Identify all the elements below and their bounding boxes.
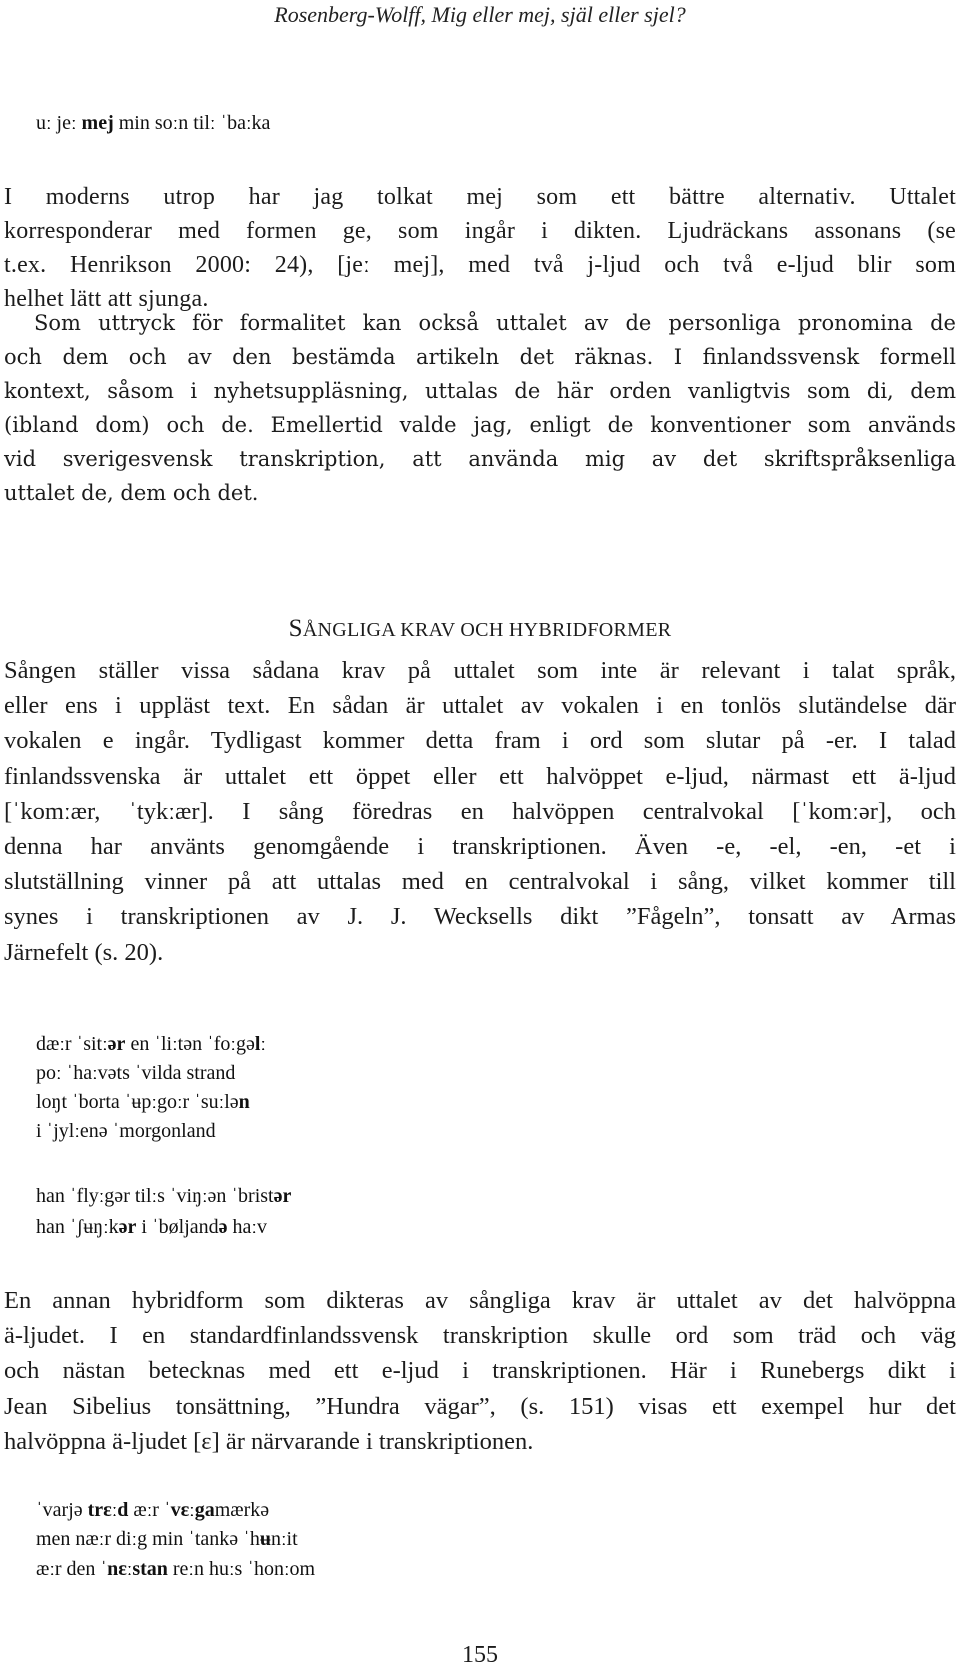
transcription-bold: ər [107, 1033, 126, 1055]
transcription-bold: nɛːstan [107, 1558, 168, 1580]
transcription-text: loŋt ˈborta ˈʉpːgoːr ˈsuːlə [36, 1091, 239, 1113]
paragraph-3 [4, 653, 956, 970]
text-line: En annan hybridform som dikteras av sångliga krav är uttalet av det halvöppna [4, 1287, 956, 1314]
transcription-text: mærkə [214, 1499, 270, 1521]
transcription-text: ˈvarjə [36, 1499, 88, 1521]
running-header: Rosenberg-Wolff, Mig eller mej, själ eller sjel? [274, 2, 686, 27]
text-line: korresponderar med formen ge, som ingår i dikten. Ljudräckans assonans (se [4, 218, 956, 244]
transcription-line [36, 1118, 216, 1144]
text-line: Sången ställer vissa sådana krav på uttalet som inte är relevant i talat språk, [4, 657, 956, 684]
text-line: vid sverigesvensk transkription, att använda mig av det skriftspråksenliga [4, 447, 956, 471]
text-line: synes i transkriptionen av J. J. Wecksells dikt ”Fågeln”, tonsatt av Armas [4, 903, 956, 931]
transcription-line [36, 1556, 315, 1582]
transcription-text: æːr ˈ [128, 1499, 171, 1521]
transcription-line [36, 1089, 250, 1115]
transcription-text: en ˈliːtən ˈfoːgə [125, 1033, 255, 1055]
transcription-bold: ər [118, 1216, 137, 1238]
transcription-text: min soːn tilː ˈbaːka [113, 112, 271, 134]
text-line: vokalen e ingår. Tydligast kommer detta fram i ord som slutar på -er. I talad [4, 727, 956, 755]
text-line: Järnefelt (s. 20). [4, 938, 164, 966]
text-line: halvöppna ä-ljudet [ɛ] är närvarande i transkriptionen. [4, 1427, 534, 1455]
transcription-bold: vɛːga [170, 1499, 215, 1521]
heading-initial: S [288, 615, 303, 642]
transcription-bold: l [254, 1033, 261, 1055]
text-line: finlandssvenska är uttalet ett öppet eller ett halvöppet e-ljud, närmast ett ä-ljud [4, 762, 956, 790]
transcription-text: han ˈflyːgər tilːs ˈviŋːən ˈbrist [36, 1185, 274, 1207]
transcription-line [36, 1214, 267, 1240]
transcription-bold: ʉ [259, 1528, 271, 1550]
transcription-line [36, 1526, 298, 1552]
text-line: denna har använts genomgående i transkriptionen. Även -e, -el, -en, -et i [4, 833, 956, 861]
transcription-text: dæːr ˈsitː [36, 1033, 108, 1055]
text-line: kontext, såsom i nyhetsuppläsning, uttalas de här orden vanligtvis som di, dem [4, 379, 956, 403]
text-line: [ˈkomːær, ˈtykːær]. I sång föredras en halvöppen centralvokal [ˈkomːər], och [4, 797, 956, 825]
transcription-text: reːn huːs ˈhonːom [167, 1558, 316, 1580]
transcription-text: men næːr diːg min ˈtankə ˈh [36, 1528, 260, 1550]
transcription-bold: ər [273, 1185, 292, 1207]
text-line: Som uttryck för formalitet kan också uttalet av de personliga pronomina de [34, 311, 956, 335]
text-line: och dem och av den bestämda artikeln det räknas. I finlandssvensk formell [4, 345, 956, 369]
transcription-line [36, 1031, 266, 1057]
transcription-bold: trɛːd [87, 1499, 129, 1521]
transcription-line [36, 1497, 269, 1523]
transcription-text: haːv [227, 1216, 267, 1238]
transcription-bold: mej [81, 112, 114, 134]
paragraph-2 [4, 306, 956, 510]
paragraph-1 [4, 180, 956, 316]
transcription-text: i ˈbøljand [136, 1216, 219, 1238]
transcription-text: han ˈʃʉŋːk [36, 1216, 119, 1238]
text-line: uttalet de, dem och det. [4, 481, 259, 505]
transcription-text: uː jeː [36, 112, 82, 134]
text-line: (ibland dom) och de. Emellertid valde jag, enligt de konventioner som används [4, 413, 956, 437]
text-line: och nästan betecknas med ett e-ljud i transkriptionen. Här i Runebergs dikt i [4, 1357, 956, 1385]
transcription-bold: ə [218, 1216, 228, 1238]
transcription-example-1 [36, 110, 270, 136]
page-number: 155 [462, 1642, 498, 1668]
text-line: t.ex. Henrikson 2000: 24), [jeː mej], med två j-ljud och två e-ljud blir som [4, 252, 956, 278]
paragraph-4 [4, 1283, 956, 1459]
transcription-text: æːr den ˈ [36, 1558, 108, 1580]
transcription-text: nːit [270, 1528, 298, 1550]
transcription-text: poː ˈhaːvəts ˈvilda strand [36, 1062, 236, 1084]
transcription-line [36, 1183, 291, 1209]
transcription-bold: n [238, 1091, 250, 1113]
transcription-text: i ˈjylːenə ˈmorgonland [36, 1120, 216, 1142]
transcription-line [36, 1060, 235, 1086]
text-line: eller ens i uppläst text. En sådan är uttalet av vokalen i en tonlös slutändelse där [4, 692, 956, 720]
section-heading [0, 615, 960, 643]
text-line: helhet lätt att sjunga. [4, 286, 209, 312]
text-line: ä-ljudet. I en standardfinlandssvensk transkription skulle ord som träd och väg [4, 1322, 956, 1350]
text-line: Jean Sibelius tonsättning, ”Hundra vägar”, (s. 151) visas ett exempel hur det [4, 1392, 956, 1420]
heading-rest: ÅNGLIGA KRAV OCH HYBRIDFORMER [302, 619, 672, 641]
text-line: I moderns utrop har jag tolkat mej som ett bättre alternativ. Uttalet [4, 184, 956, 210]
transcription-text: ː [260, 1033, 266, 1055]
text-line: slutställning vinner på att uttalas med en centralvokal i sång, vilket kommer till [4, 868, 956, 896]
